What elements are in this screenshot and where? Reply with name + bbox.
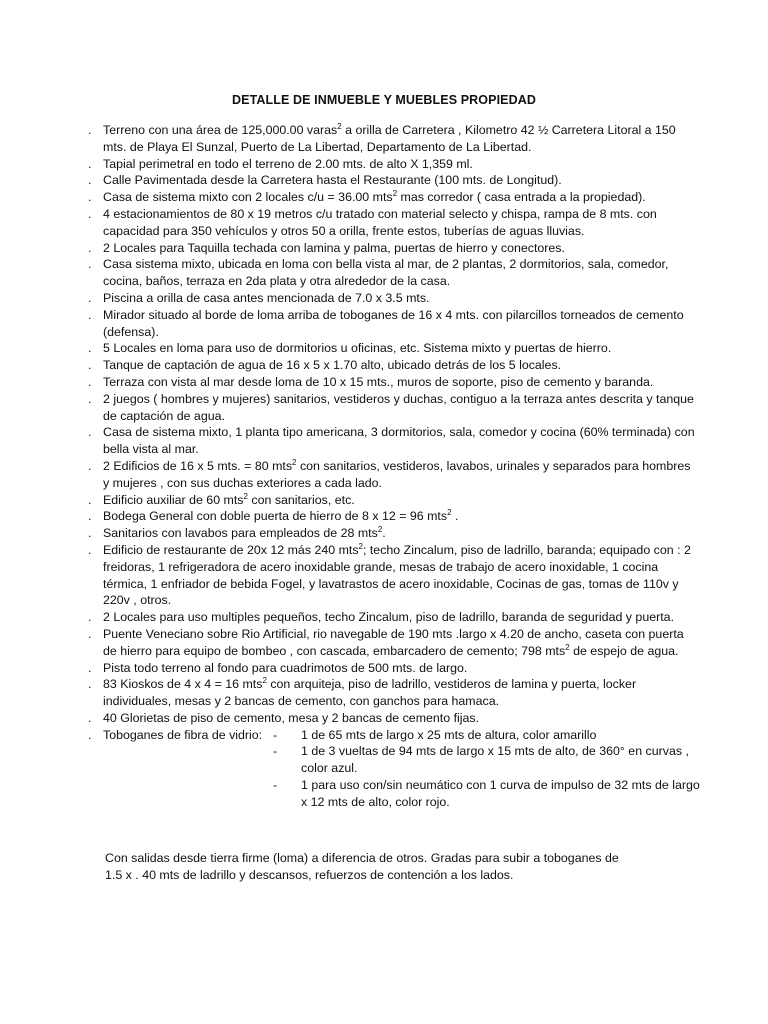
list-item bbox=[88, 122, 700, 156]
bullet-marker: . bbox=[88, 358, 92, 373]
list-item bbox=[88, 424, 700, 458]
list-item-text: Bodega General con doble puerta de hierro de 8 x 12 = 96 mts$^2$ . bbox=[103, 508, 459, 524]
list-item-text: Casa sistema mixto, ubicada en loma con bella vista al mar, de 2 plantas, 2 dormitorios, sala, comedor, cocina, baños, terraza en 2da plata y otra alrededor de la casa. bbox=[103, 257, 669, 289]
list-item bbox=[88, 206, 700, 240]
bullet-marker: . bbox=[88, 374, 92, 389]
dash-marker: - bbox=[273, 727, 278, 742]
superscript: 2 bbox=[392, 189, 398, 199]
bullet-marker: . bbox=[88, 677, 92, 692]
list-item-text: Calle Pavimentada desde la Carretera hasta el Restaurante (100 mts. de Longitud). bbox=[103, 173, 562, 188]
superscript: 2 bbox=[565, 642, 570, 652]
slide-description: 1 de 65 mts de largo x 25 mts de altura, color amarillo bbox=[301, 727, 597, 742]
list-item-text: Edificio auxiliar de 60 mts$^2$ con sanitarios, etc. bbox=[103, 491, 355, 507]
slide-item bbox=[88, 777, 700, 811]
closing-paragraph bbox=[105, 850, 705, 884]
bullet-marker: . bbox=[88, 660, 92, 675]
bullet-marker: . bbox=[88, 710, 92, 725]
list-item bbox=[88, 710, 700, 727]
superscript: 2 bbox=[447, 508, 452, 518]
list-item bbox=[88, 542, 700, 609]
slide-description: 1 para uso con/sin neumático con 1 curva de impulso de 32 mts de largo x 12 mts de alto, color rojo. bbox=[301, 778, 700, 809]
list-item bbox=[88, 525, 700, 542]
list-item bbox=[88, 609, 700, 626]
bullet-marker: . bbox=[88, 257, 92, 272]
list-item bbox=[88, 391, 700, 425]
list-item-text: 5 Locales en loma para uso de dormitorios u oficinas, etc. Sistema mixto y puertas de hierro. bbox=[103, 341, 612, 356]
bullet-marker: . bbox=[88, 123, 92, 137]
list-item-text: 4 estacionamientos de 80 x 19 metros c/u tratado con material selecto y chispa, rampa de 8 mts. con capacidad para 350 vehículos y otros 50 a orilla, frente estos, tuberías de aguas lluvias. bbox=[103, 206, 657, 238]
list-item-text: 2 juegos ( hombres y mujeres) sanitarios, vestideros y duchas, contiguo a la terraza antes descrita y tanque de captación de agua. bbox=[103, 391, 694, 423]
bullet-marker: . bbox=[88, 610, 92, 625]
bullet-marker: . bbox=[88, 425, 92, 440]
list-item-text: Mirador situado al borde de loma arriba de toboganes de 16 x 4 mts. con pilarcillos torneados de cemento (defensa). bbox=[103, 307, 684, 339]
list-item bbox=[88, 172, 700, 189]
list-item-text: Pista todo terreno al fondo para cuadrimotos de 500 mts. de largo. bbox=[103, 660, 468, 675]
bullet-marker: . bbox=[88, 290, 92, 305]
property-list bbox=[88, 122, 700, 811]
bullet-marker: . bbox=[88, 341, 92, 356]
list-item bbox=[88, 256, 700, 290]
bullet-marker: . bbox=[88, 626, 92, 641]
list-item bbox=[88, 508, 700, 525]
list-item bbox=[88, 156, 700, 173]
list-item-text: Piscina a orilla de casa antes mencionada de 7.0 x 3.5 mts. bbox=[103, 290, 430, 305]
list-item-text: 40 Glorietas de piso de cemento, mesa y 2 bancas de cemento fijas. bbox=[103, 710, 480, 725]
list-item-text: Puente Veneciano sobre Rio Artificial, rio navegable de 190 mts .largo x 4.20 de ancho, caseta con puerta de hierro para equipo de bombeo , con cascada, embarcadero de cemento; 798 mts$^2$ de espejo de agua. bbox=[103, 626, 684, 658]
slide-item bbox=[88, 727, 700, 744]
superscript: 2 bbox=[358, 541, 363, 551]
bullet-marker: . bbox=[88, 458, 92, 473]
list-item bbox=[88, 676, 700, 710]
bullet-marker: . bbox=[88, 509, 92, 524]
list-item bbox=[88, 626, 700, 660]
list-item bbox=[88, 492, 700, 509]
list-item-text: 2 Edificios de 16 x 5 mts. = 80 mts$^2$ con sanitarios, vestideros, lavabos, urinales y separados para hombres y mujeres , con sus duchas exteriores a cada lado. bbox=[103, 457, 691, 490]
list-item-text: Casa de sistema mixto con 2 locales c/u = 36.00 mts$^2$ mas corredor ( casa entrada a la propiedad). bbox=[103, 189, 646, 205]
toboganes-label: Toboganes de fibra de vidrio: bbox=[103, 727, 263, 742]
closing-line: 1.5 x . 40 mts de ladrillo y descansos, refuerzos de contención a los lados. bbox=[105, 867, 514, 882]
bullet-marker: . bbox=[88, 526, 92, 541]
bullet-marker: . bbox=[88, 492, 92, 507]
list-item-text: Terreno con una área de 125,000.00 varas$^2$ a orilla de Carretera , Kilometro 42 ½ Carretera Litoral a 150 mts. de Playa El Sunzal, Puerto de La Libertad, Departamento de La Libertad. bbox=[103, 122, 676, 154]
superscript: 2 bbox=[243, 491, 248, 501]
list-item-text: Terraza con vista al mar desde loma de 10 x 15 mts., muros de soporte, piso de cemento y baranda. bbox=[103, 374, 654, 389]
list-item-text: 2 Locales para uso multiples pequeños, techo Zincalum, piso de ladrillo, baranda de seguridad y puerta. bbox=[103, 610, 675, 625]
list-item-text: Edificio de restaurante de 20x 12 más 240 mts$^2$; techo Zincalum, piso de ladrillo, baranda; equipado con : 2 freidoras, 1 refrigeradora de acero inoxidable grande, mesas de trabajo de acero inoxidable, 1 cocina térmica, 1 enfriador de bebida Fogel, y lavatrastos de acero inoxidable, Cocinas de gas, tomas de 110v y 220v , otros. bbox=[103, 541, 691, 608]
superscript: 2 bbox=[292, 457, 297, 467]
list-item bbox=[88, 357, 700, 374]
bullet-marker: . bbox=[88, 156, 92, 171]
list-item bbox=[88, 290, 700, 307]
list-item bbox=[88, 458, 700, 492]
list-item-text: Tanque de captación de agua de 16 x 5 x 1.70 alto, ubicado detrás de los 5 locales. bbox=[103, 358, 562, 373]
bullet-marker: . bbox=[88, 190, 92, 205]
slide-description: 1 de 3 vueltas de 94 mts de largo x 15 mts de alto, de 360° en curvas , color azul. bbox=[301, 744, 689, 776]
list-item bbox=[88, 374, 700, 391]
bullet-marker: . bbox=[88, 542, 92, 557]
superscript: 2 bbox=[337, 122, 342, 131]
bullet-marker: . bbox=[88, 307, 92, 322]
bullet-marker: . bbox=[88, 206, 92, 221]
list-item-text: 83 Kioskos de 4 x 4 = 16 mts$^2$ con arquiteja, piso de ladrillo, vestideros de lamina y puerta, locker individuales, mesas y 2 bancas de cemento, con ganchos para hamaca. bbox=[103, 676, 637, 709]
closing-line: Con salidas desde tierra firme (loma) a diferencia de otros. Gradas para subir a toboganes de bbox=[105, 851, 619, 865]
bullet-marker: . bbox=[88, 240, 92, 255]
document-title: DETALLE DE INMUEBLE Y MUEBLES PROPIEDAD bbox=[232, 93, 536, 107]
list-item bbox=[88, 307, 700, 341]
list-item bbox=[88, 660, 700, 677]
list-item bbox=[88, 189, 700, 206]
superscript: 2 bbox=[377, 525, 383, 535]
list-item-text: Sanitarios con lavabos para empleados de 28 mts$^2$. bbox=[103, 525, 386, 541]
bullet-marker: . bbox=[88, 727, 92, 742]
dash-marker: - bbox=[273, 744, 278, 759]
superscript: 2 bbox=[262, 676, 267, 686]
bullet-marker: . bbox=[88, 173, 92, 188]
bullet-marker: . bbox=[88, 391, 92, 406]
list-item-text: 2 Locales para Taquilla techada con lamina y palma, puertas de hierro y conectores. bbox=[103, 240, 565, 255]
list-item-text: Tapial perimetral en todo el terreno de 2.00 mts. de alto X 1,359 ml. bbox=[103, 156, 473, 171]
dash-marker: - bbox=[273, 778, 278, 793]
slide-item bbox=[88, 743, 700, 777]
list-item bbox=[88, 340, 700, 357]
list-item-text: Casa de sistema mixto, 1 planta tipo americana, 3 dormitorios, sala, comedor y cocina (60% terminada) con bella vista al mar. bbox=[103, 425, 695, 457]
list-item bbox=[88, 240, 700, 257]
